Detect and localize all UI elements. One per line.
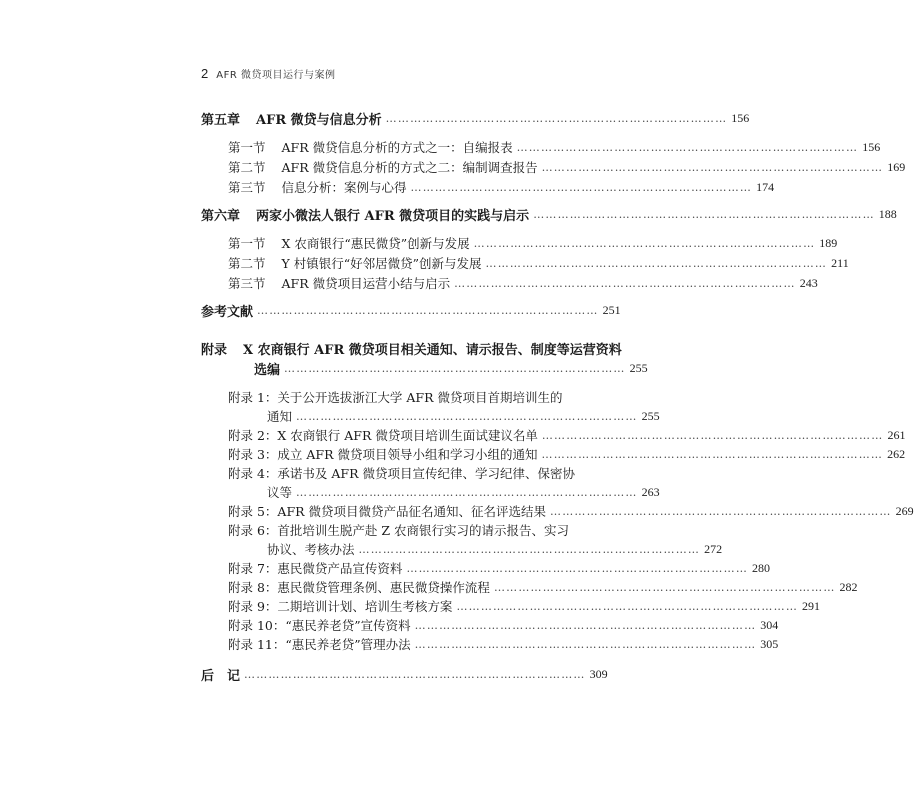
toc-section-5-3[interactable] (201, 177, 775, 197)
page-number: 269 (895, 503, 914, 518)
page-number: 280 (752, 560, 771, 575)
page-number: 262 (887, 446, 906, 461)
toc-section-5-2[interactable] (201, 157, 906, 177)
page-number: 261 (887, 427, 906, 442)
page-number: 305 (760, 636, 779, 651)
header-page-number: 2 (201, 66, 209, 81)
dot-leader: ………………………………………………………………………… (516, 140, 859, 154)
toc-appendix-8[interactable] (201, 577, 858, 597)
appendix-entry-title-cont: 通知 (267, 409, 293, 424)
dot-leader: ………………………………………………………………………… (493, 580, 836, 594)
page-number: 211 (831, 255, 849, 270)
page-number: 189 (819, 235, 838, 250)
dot-leader: ………………………………………………………………………… (414, 637, 757, 651)
appendix-entry-title: 附录 10：“惠民养老贷”宣传资料 (228, 618, 411, 633)
toc-appendix-6[interactable] (201, 520, 597, 540)
appendix-entry-title: 附录 3：成立 AFR 微贷项目领导小组和学习小组的通知 (228, 447, 538, 462)
header-book-title: AFR 微贷项目运行与案例 (216, 70, 336, 81)
page-number: 304 (760, 617, 779, 632)
appendix-entry-title: 附录 2：X 农商银行 AFR 微贷项目培训生面试建议名单 (228, 428, 538, 443)
dot-leader: ………………………………………………………………………… (541, 160, 884, 174)
toc-section-5-1[interactable] (201, 137, 881, 157)
dot-leader: ………………………………………………………………………… (473, 236, 816, 250)
dot-leader: ………………………………………………………………………… (541, 447, 884, 461)
references-title: 参考文献 (201, 304, 254, 320)
appendix-entry-title-cont: 议等 (267, 485, 293, 500)
appendix-entry-title-cont: 协议、考核办法 (267, 542, 355, 557)
toc-section-6-2[interactable] (201, 253, 849, 273)
dot-leader: ………………………………………………………………………… (410, 180, 753, 194)
toc-appendix-heading[interactable] (201, 338, 622, 358)
page-number: 309 (589, 666, 608, 681)
toc-chapter-5[interactable] (201, 108, 750, 128)
toc-appendix-5[interactable] (201, 501, 914, 521)
toc-appendix-1[interactable] (201, 387, 597, 407)
dot-leader: ………………………………………………………………………… (454, 276, 796, 290)
section-number: 第二节 (228, 160, 266, 175)
dot-leader: ………………………………………………………………………… (541, 428, 884, 442)
section-number: 第一节 (228, 236, 266, 251)
dot-leader: ………………………………………………………………………… (244, 667, 586, 681)
toc-appendix-11[interactable] (201, 634, 779, 654)
toc-appendix-1-cont[interactable] (201, 406, 660, 426)
page-number: 263 (641, 484, 660, 499)
dot-leader: ………………………………………………………………………… (456, 599, 799, 613)
section-title: AFR 微贷信息分析的方式之二：编制调查报告 (281, 160, 538, 175)
dot-leader: ………………………………………………………………………… (296, 409, 638, 423)
toc-appendix-4[interactable] (201, 463, 597, 483)
section-number: 第一节 (228, 140, 266, 155)
running-header (201, 66, 335, 81)
page-number: 156 (862, 139, 881, 154)
toc-appendix-heading-cont[interactable] (201, 358, 648, 378)
section-title: AFR 微贷信息分析的方式之一：自编报表 (281, 140, 513, 155)
chapter-number: 第六章 (201, 208, 241, 224)
appendix-entry-title: 附录 4：承诺书及 AFR 微贷项目宣传纪律、学习纪律、保密协 (228, 466, 575, 481)
dot-leader: ………………………………………………………………………… (406, 561, 749, 575)
chapter-title: 两家小微法人银行 AFR 微贷项目的实践与启示 (256, 208, 530, 224)
dot-leader: ………………………………………………………………………… (485, 256, 828, 270)
appendix-title: X 农商银行 AFR 微贷项目相关通知、请示报告、制度等运营资料 (243, 342, 622, 358)
section-title: 信息分析：案例与心得 (281, 180, 407, 195)
dot-leader: ………………………………………………………………………… (414, 618, 757, 632)
toc-appendix-10[interactable] (201, 615, 779, 635)
section-number: 第三节 (228, 276, 266, 291)
toc-references[interactable] (201, 300, 621, 320)
appendix-entry-title: 附录 5：AFR 微贷项目微贷产品征名通知、征名评选结果 (228, 504, 547, 519)
section-title: X 农商银行“惠民微贷”创新与发展 (281, 236, 470, 251)
appendix-entry-title: 附录 9：二期培训计划、培训生考核方案 (228, 599, 453, 614)
toc-appendix-2[interactable] (201, 425, 906, 445)
toc-appendix-6-cont[interactable] (201, 539, 723, 559)
toc-appendix-4-cont[interactable] (201, 482, 660, 502)
page-number: 282 (839, 579, 858, 594)
dot-leader: ………………………………………………………………………… (533, 207, 875, 221)
dot-leader: ………………………………………………………………………… (296, 485, 638, 499)
dot-leader: ………………………………………………………………………… (257, 303, 599, 317)
page-number: 156 (731, 110, 750, 125)
page-number: 243 (799, 275, 818, 290)
appendix-entry-title: 附录 7：惠民微贷产品宣传资料 (228, 561, 403, 576)
dot-leader: ………………………………………………………………………… (358, 542, 701, 556)
toc-appendix-9[interactable] (201, 596, 821, 616)
page-number: 188 (878, 206, 897, 221)
page-number: 174 (756, 179, 775, 194)
dot-leader: ………………………………………………………………………… (284, 361, 626, 375)
page-number: 169 (887, 159, 906, 174)
appendix-entry-title: 附录 8：惠民微贷管理条例、惠民微贷操作流程 (228, 580, 490, 595)
page-number: 251 (602, 302, 621, 317)
appendix-entry-title: 附录 1：关于公开选拔浙江大学 AFR 微贷项目首期培训生的 (228, 390, 563, 405)
section-title: Y 村镇银行“好邻居微贷”创新与发展 (281, 256, 482, 271)
toc-appendix-7[interactable] (201, 558, 771, 578)
dot-leader: ………………………………………………………………………… (550, 504, 892, 518)
page-number: 255 (641, 408, 660, 423)
toc-section-6-3[interactable] (201, 273, 818, 293)
appendix-label: 附录 (201, 342, 228, 358)
section-number: 第二节 (228, 256, 266, 271)
toc-postscript[interactable] (201, 664, 608, 684)
page-number: 255 (629, 360, 648, 375)
appendix-entry-title: 附录 6：首批培训生脱产赴 Z 农商银行实习的请示报告、实习 (228, 523, 570, 538)
section-number: 第三节 (228, 180, 266, 195)
chapter-title: AFR 微贷与信息分析 (256, 112, 382, 128)
page-number: 272 (704, 541, 723, 556)
section-title: AFR 微贷项目运营小结与启示 (281, 276, 451, 291)
appendix-entry-title: 附录 11：“惠民养老贷”管理办法 (228, 637, 411, 652)
page-number: 291 (802, 598, 821, 613)
toc-section-6-1[interactable] (201, 233, 838, 253)
toc-chapter-6[interactable] (201, 204, 897, 224)
appendix-title-cont: 选编 (254, 362, 281, 378)
dot-leader: ………………………………………………………………………… (385, 111, 728, 125)
toc-appendix-3[interactable] (201, 444, 906, 464)
chapter-number: 第五章 (201, 112, 241, 128)
postscript-title: 后 记 (201, 668, 241, 684)
